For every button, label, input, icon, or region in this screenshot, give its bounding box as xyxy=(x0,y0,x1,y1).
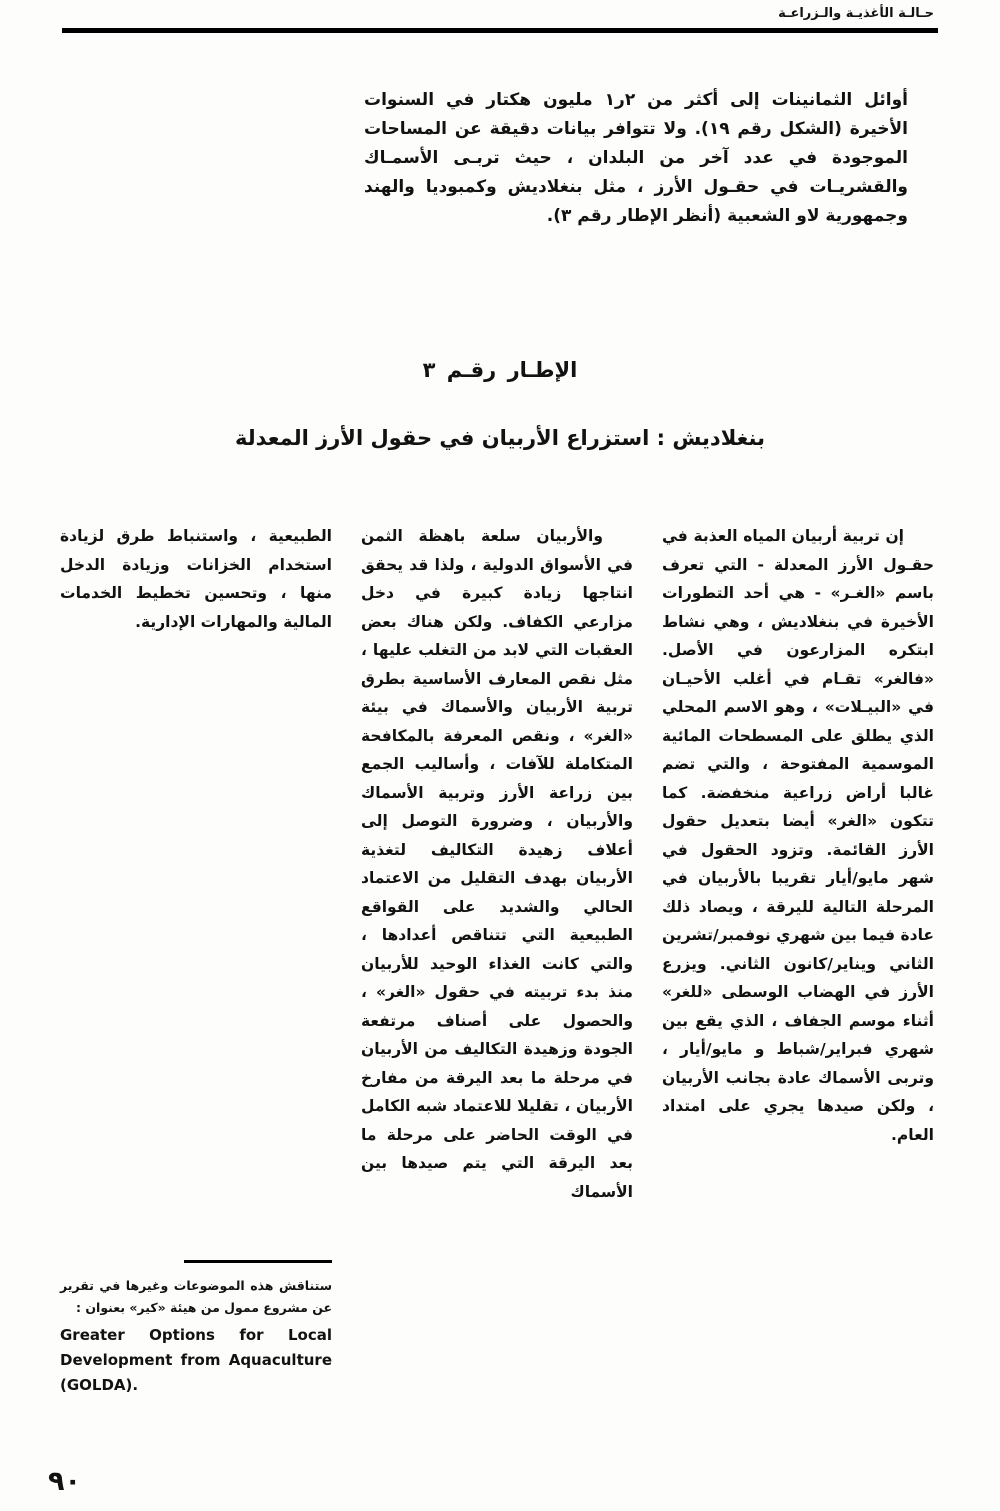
box-label: الإطـار رقـم ٣ xyxy=(422,358,578,382)
column-middle-text: والأربيان سلعة باهظة الثمن في الأسواق الدولية ، ولذا قد يحقق انتاجها زيادة كبيرة في دخل مزارعي الكفاف. ولكن هناك بعض العقبات التي لابد من التغلب عليها ، مثل نقص المعارف الأساسية بطرق تربية الأربيان والأسماك في بيئة «الغر» ، ونقص المعرفة بالمكافحة المتكاملة للآفات ، وأساليب الجمع بين زراعة الأرز وتربية الأسماك والأربيان ، وضرورة التوصل إلى أعلاف زهيدة التكاليف لتغذية الأربيان بهدف التقليل من الاعتماد الحالي والشديد على القواقع الطبيعية التي تتناقص أعدادها ، والتي كانت الغذاء الوحيد للأربيان منذ بدء تربيته في حقول «الغر» ، والحصول على أصناف مرتفعة الجودة وزهيدة التكاليف من الأربيان في مرحلة ما بعد اليرقة من مفارخ الأربيان ، تقليلا للاعتماد شبه الكامل في الوقت الحاضر على مرحلة ما بعد اليرقة التي يتم صيدها بين الأسماك xyxy=(361,527,633,1201)
header-rule xyxy=(62,28,938,33)
running-header: حـالـة الأغذيـة والـزراعـة xyxy=(778,6,934,21)
footnote-arabic-text: ستناقش هذه الموضوعات وغيرها في تقرير عن مشروع ممول من هيئة «كير» بعنوان : xyxy=(60,1278,332,1315)
intro-paragraph: أوائل الثمانينات إلى أكثر من ٢ر١ مليون هكتار في السنوات الأخيرة (الشكل رقم ١٩). ولا تتوافر بيانات دقيقة عن المساحات الموجودة في عدد آخر من البلدان ، حيث تربـى الأسمـاك والقشريـات في حقـول الأرز ، مثل بنغلاديش وكمبوديا والهند وجمهورية لاو الشعبية (أنظر الإطار رقم ٣). xyxy=(364,90,908,226)
footnote-rule xyxy=(184,1260,332,1263)
column-left xyxy=(60,522,332,1402)
column-middle xyxy=(361,522,633,1402)
box-title: بنغلاديش : استزراع الأربيان في حقول الأرز المعدلة xyxy=(235,426,765,450)
column-right xyxy=(662,522,934,1402)
column-left-text: الطبيعية ، واستنباط طرق لزيادة استخدام الخزانات وزيادة الدخل منها ، وتحسين تخطيط الخدمات المالية والمهارات الإدارية. xyxy=(60,527,332,631)
box-columns xyxy=(60,522,934,1402)
footnote-english-text: Greater Options for Local Development from Aquaculture (GOLDA). xyxy=(60,1326,332,1394)
page-number: ٩٠ xyxy=(48,1466,81,1497)
column-right-text: إن تربية أربيان المياه العذبة في حقـول الأرز المعدلة - التي تعرف باسم «الغـر» - هي أحد التطورات الأخيرة في بنغلاديش ، وهي نشاط ابتكره المزارعون في الأصل. «فالغر» تقـام في أغلب الأحيـان في «البيـلات» ، وهو الاسم المحلي الذي يطلق على المسطحات المائية الموسمية المفتوحة ، والتي تضم غالبا أراض زراعية منخفضة. كما تتكون «الغر» أيضا بتعديل حقول الأرز القائمة. وتزود الحقول في شهر مايو/أيار تقريبا بالأربيان في المرحلة التالية لليرقة ، ويصاد ذلك عادة فيما بين شهري نوفمبر/تشرين الثاني ويناير/كانون الثاني. ويزرع الأرز في الهضاب الوسطى «للغر» أثناء موسم الجفاف ، الذي يقع بين شهري فبراير/شباط و مايو/أيار ، وتربى الأسماك عادة بجانب الأربيان ، ولكن صيدها يجري على امتداد العام. xyxy=(662,527,934,1144)
footnote xyxy=(60,1260,332,1402)
